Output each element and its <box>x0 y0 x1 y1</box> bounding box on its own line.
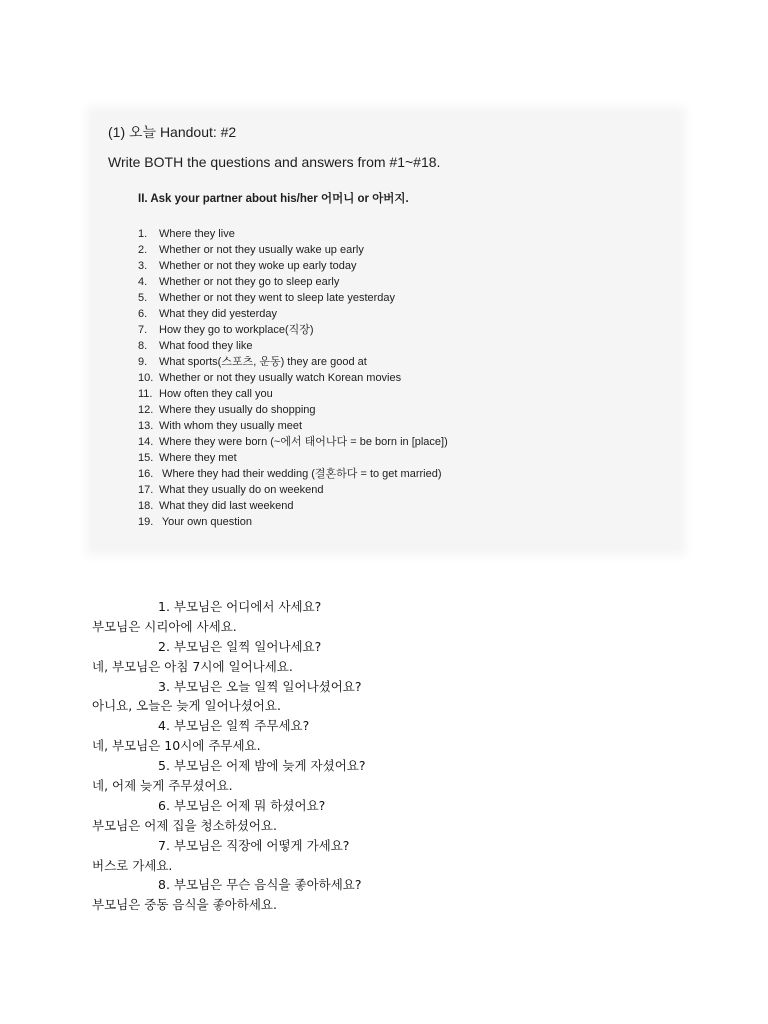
question-line: 8. 부모님은 무슨 음식을 좋아하세요? <box>158 877 362 893</box>
list-item-number: 15. <box>138 452 154 464</box>
answer-line: 아니요, 오늘은 늦게 일어나셨어요. <box>92 698 281 714</box>
answer-line: 부모님은 시리아에 사세요. <box>92 618 237 634</box>
answer-line: 네, 부모님은 아침 7시에 일어나세요. <box>92 658 293 674</box>
list-item <box>138 258 448 274</box>
list-item-text: Whether or not they go to sleep early <box>159 276 340 288</box>
list-item <box>138 482 448 498</box>
list-item-text: How they go to workplace(직장) <box>159 324 314 336</box>
list-item-number: 11. <box>138 388 153 400</box>
list-item-text: What sports(스포츠, 운동) they are good at <box>159 356 367 368</box>
list-item <box>138 226 448 242</box>
answer-line: 버스로 가세요. <box>92 857 173 873</box>
list-item-text: What they did last weekend <box>159 500 294 512</box>
question-line: 4. 부모님은 일찍 주무세요? <box>158 718 310 734</box>
list-item-number: 7. <box>138 324 148 336</box>
list-item-text: What food they like <box>159 340 253 352</box>
handout-image <box>92 112 680 550</box>
answer-line: 네, 어제 늦게 주무셨어요. <box>92 778 233 794</box>
list-item-text: What they usually do on weekend <box>159 484 324 496</box>
list-item-text: Where they were born (~에서 태어나다 = be born in [place]) <box>159 436 448 448</box>
list-item-number: 17. <box>138 484 154 496</box>
list-item <box>138 274 448 290</box>
list-item-number: 13. <box>138 420 154 432</box>
list-item-text: Whether or not they usually watch Korean movies <box>159 372 402 384</box>
question-line: 6. 부모님은 어제 뭐 하셨어요? <box>158 797 326 813</box>
list-item-text: Where they met <box>159 452 237 464</box>
handout-title: (1) 오늘 Handout: #2 <box>108 124 237 140</box>
list-item-text: How often they call you <box>159 388 273 400</box>
question-line: 1. 부모님은 어디에서 사세요? <box>158 599 322 614</box>
list-item-number: 5. <box>138 292 148 304</box>
question-line: 3. 부모님은 오늘 일찍 일어나셨어요? <box>158 678 362 694</box>
list-item-text: Where they usually do shopping <box>159 404 316 416</box>
list-item <box>138 402 448 418</box>
list-item-number: 6. <box>138 308 148 320</box>
list-item-text: Whether or not they went to sleep late yesterday <box>159 292 396 304</box>
list-item-number: 3. <box>138 260 148 272</box>
handout-instruction: Write BOTH the questions and answers from #1~#18. <box>108 154 441 170</box>
list-item-text: Whether or not they woke up early today <box>159 260 357 272</box>
list-item <box>138 322 448 338</box>
list-item-number: 14. <box>138 436 154 448</box>
question-line: 5. 부모님은 어제 밤에 늦게 자셨어요? <box>158 758 366 774</box>
list-item-number: 19. <box>138 516 154 528</box>
answer-section <box>92 597 365 915</box>
list-item <box>138 386 448 402</box>
list-item-number: 18. <box>138 500 154 512</box>
list-item-text: Where they live <box>159 228 235 240</box>
list-item-number: 12. <box>138 404 154 416</box>
list-item <box>138 434 448 450</box>
list-item-number: 2. <box>138 244 148 256</box>
list-item-text: Where they had their wedding (결혼하다 = to get married) <box>159 468 442 480</box>
list-item-number: 10. <box>138 372 154 384</box>
answer-line: 부모님은 중동 음식을 좋아하세요. <box>92 897 277 913</box>
list-item <box>138 514 448 530</box>
list-item <box>138 242 448 258</box>
list-item-text: With whom they usually meet <box>159 420 303 432</box>
list-item <box>138 466 448 482</box>
list-item <box>138 370 448 386</box>
answer-line: 부모님은 어제 집을 청소하셨어요. <box>92 817 277 833</box>
question-line: 2. 부모님은 일찍 일어나세요? <box>158 638 322 654</box>
list-item <box>138 354 448 370</box>
list-item-number: 4. <box>138 276 148 288</box>
list-item <box>138 498 448 514</box>
list-item-number: 1. <box>138 228 148 240</box>
answer-line: 네, 부모님은 10시에 주무세요. <box>92 738 261 754</box>
question-line: 7. 부모님은 직장에 어떻게 가세요? <box>158 837 350 853</box>
section-heading: II. Ask your partner about his/her 어머니 or 아버지. <box>138 193 409 205</box>
list-item <box>138 450 448 466</box>
list-item <box>138 290 448 306</box>
question-list <box>138 226 448 530</box>
list-item-text: Whether or not they usually wake up early <box>159 244 364 256</box>
list-item-number: 16. <box>138 468 154 480</box>
list-item-text: What they did yesterday <box>159 308 278 320</box>
list-item <box>138 418 448 434</box>
list-item-text: Your own question <box>159 516 252 528</box>
list-item-number: 8. <box>138 340 148 352</box>
list-item-number: 9. <box>138 356 148 368</box>
list-item <box>138 338 448 354</box>
list-item <box>138 306 448 322</box>
